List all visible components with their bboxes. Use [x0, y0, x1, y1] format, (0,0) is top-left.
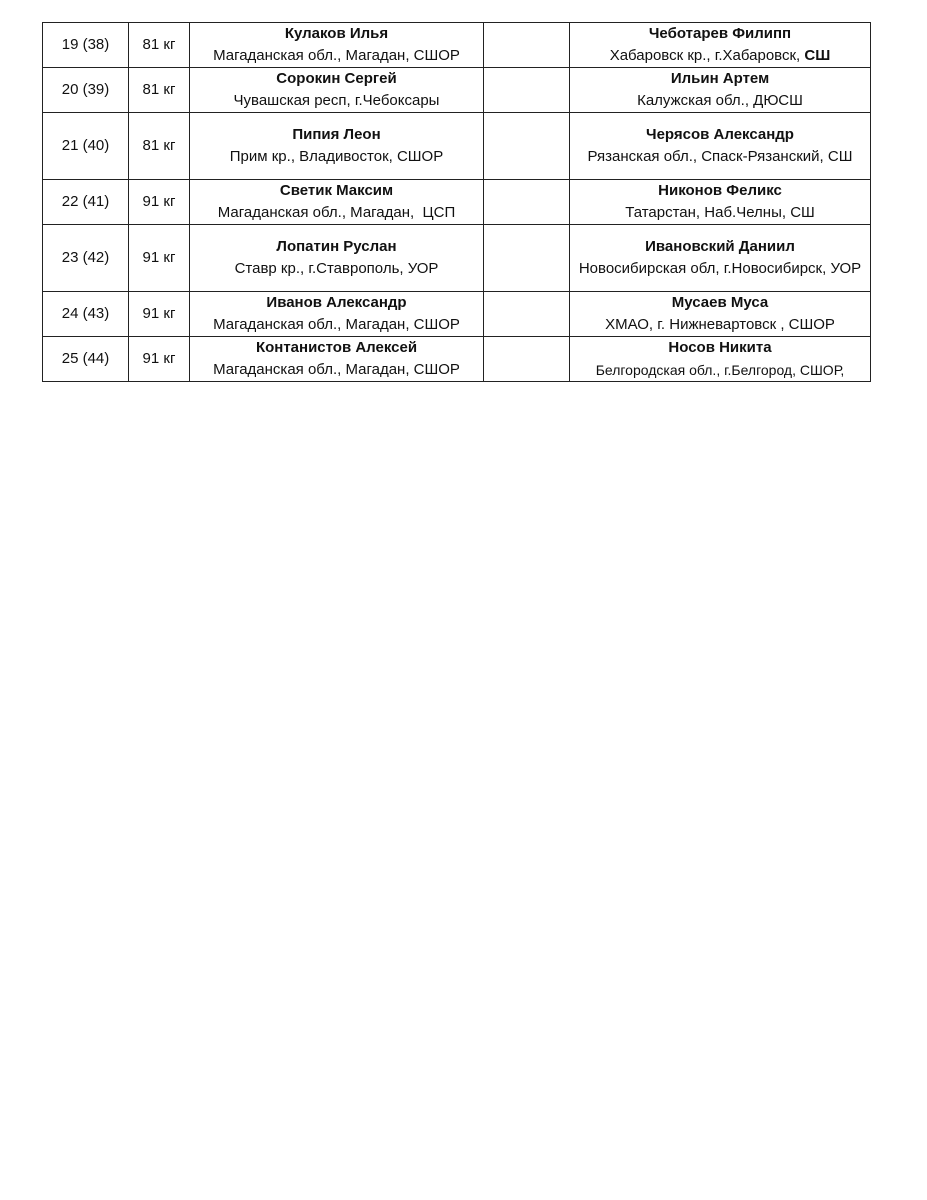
right-athlete-club: Татарстан, Наб.Челны, СШ: [625, 204, 815, 221]
right-athlete-cell: [570, 337, 871, 382]
pairings-table: [42, 22, 871, 382]
result-cell: [484, 292, 570, 337]
left-athlete-cell: [190, 337, 484, 382]
right-athlete-club: [574, 45, 866, 67]
left-athlete-club: Магаданская обл., Магадан, СШОР: [213, 361, 460, 378]
left-athlete-cell: [190, 225, 484, 292]
right-athlete-name: Ильин Артем: [670, 70, 770, 87]
right-athlete-cell: [570, 113, 871, 180]
right-athlete-cell: [570, 68, 871, 113]
left-athlete-club: Ставр кр., г.Ставрополь, УОР: [234, 260, 439, 277]
right-athlete-name: Носов Никита: [668, 339, 772, 356]
table-row: [43, 113, 871, 180]
result-cell: [484, 68, 570, 113]
right-athlete-name: Чеботарев Филипп: [648, 25, 792, 42]
right-athlete-name: Ивановский Даниил: [645, 238, 795, 255]
document-page: [42, 22, 870, 382]
left-athlete-name: Иванов Александр: [266, 294, 407, 311]
left-athlete-cell: [190, 292, 484, 337]
left-athlete-club: Магаданская обл., Магадан, СШОР: [213, 47, 460, 64]
left-athlete-name: Кулаков Илья: [284, 25, 389, 42]
table-row: [43, 68, 871, 113]
left-athlete-name: Сорокин Сергей: [276, 70, 397, 87]
pair-number-cell: 24 (43): [43, 292, 129, 337]
right-athlete-club: Калужская обл., ДЮСШ: [637, 92, 803, 109]
table-row: [43, 337, 871, 382]
weight-cell: 91 кг: [129, 180, 190, 225]
right-athlete-club-text: Хабаровск кр., г.Хабаровск,: [609, 47, 801, 64]
left-athlete-club: Прим кр., Владивосток, СШОР: [229, 148, 444, 165]
weight-cell: 91 кг: [129, 337, 190, 382]
pair-number-cell: 19 (38): [43, 23, 129, 68]
left-athlete-name: Лопатин Руслан: [276, 238, 397, 255]
right-athlete-cell: [570, 23, 871, 68]
right-athlete-cell: [570, 180, 871, 225]
weight-cell: 91 кг: [129, 292, 190, 337]
weight-cell: 81 кг: [129, 113, 190, 180]
pair-number-cell: 23 (42): [43, 225, 129, 292]
right-athlete-club: ХМАО, г. Нижневартовск , СШОР: [605, 316, 835, 333]
left-athlete-club: Магаданская обл., Магадан, ЦСП: [217, 204, 456, 221]
left-athlete-name: Пипия Леон: [292, 126, 381, 143]
left-athlete-name: Контанистов Алексей: [255, 339, 418, 356]
result-cell: [484, 225, 570, 292]
pair-number-cell: 25 (44): [43, 337, 129, 382]
right-athlete-club: Новосибирская обл, г.Новосибирск, УОР: [578, 260, 862, 277]
right-athlete-name: Черясов Александр: [646, 126, 794, 143]
weight-cell: 91 кг: [129, 225, 190, 292]
table-row: [43, 23, 871, 68]
result-cell: [484, 23, 570, 68]
weight-cell: 81 кг: [129, 68, 190, 113]
pair-number-cell: 21 (40): [43, 113, 129, 180]
right-athlete-name: Мусаев Муса: [671, 294, 769, 311]
right-athlete-club: Рязанская обл., Спаск-Рязанский, СШ: [587, 148, 853, 165]
weight-cell: 81 кг: [129, 23, 190, 68]
table-row: [43, 180, 871, 225]
right-athlete-club-school: СШ: [800, 47, 831, 64]
left-athlete-cell: [190, 113, 484, 180]
table-row: [43, 225, 871, 292]
right-athlete-cell: [570, 292, 871, 337]
result-cell: [484, 180, 570, 225]
right-athlete-cell: [570, 225, 871, 292]
left-athlete-club: Чувашская респ, г.Чебоксары: [233, 92, 440, 109]
result-cell: [484, 113, 570, 180]
pair-number-cell: 22 (41): [43, 180, 129, 225]
right-athlete-name: Никонов Феликс: [658, 182, 782, 199]
left-athlete-cell: [190, 68, 484, 113]
result-cell: [484, 337, 570, 382]
left-athlete-cell: [190, 180, 484, 225]
right-athlete-club: Белгородская обл., г.Белгород, СШОР,: [595, 362, 845, 378]
pair-number-cell: 20 (39): [43, 68, 129, 113]
table-row: [43, 292, 871, 337]
left-athlete-name: Светик Максим: [279, 182, 394, 199]
left-athlete-club: Магаданская обл., Магадан, СШОР: [213, 316, 460, 333]
left-athlete-cell: [190, 23, 484, 68]
